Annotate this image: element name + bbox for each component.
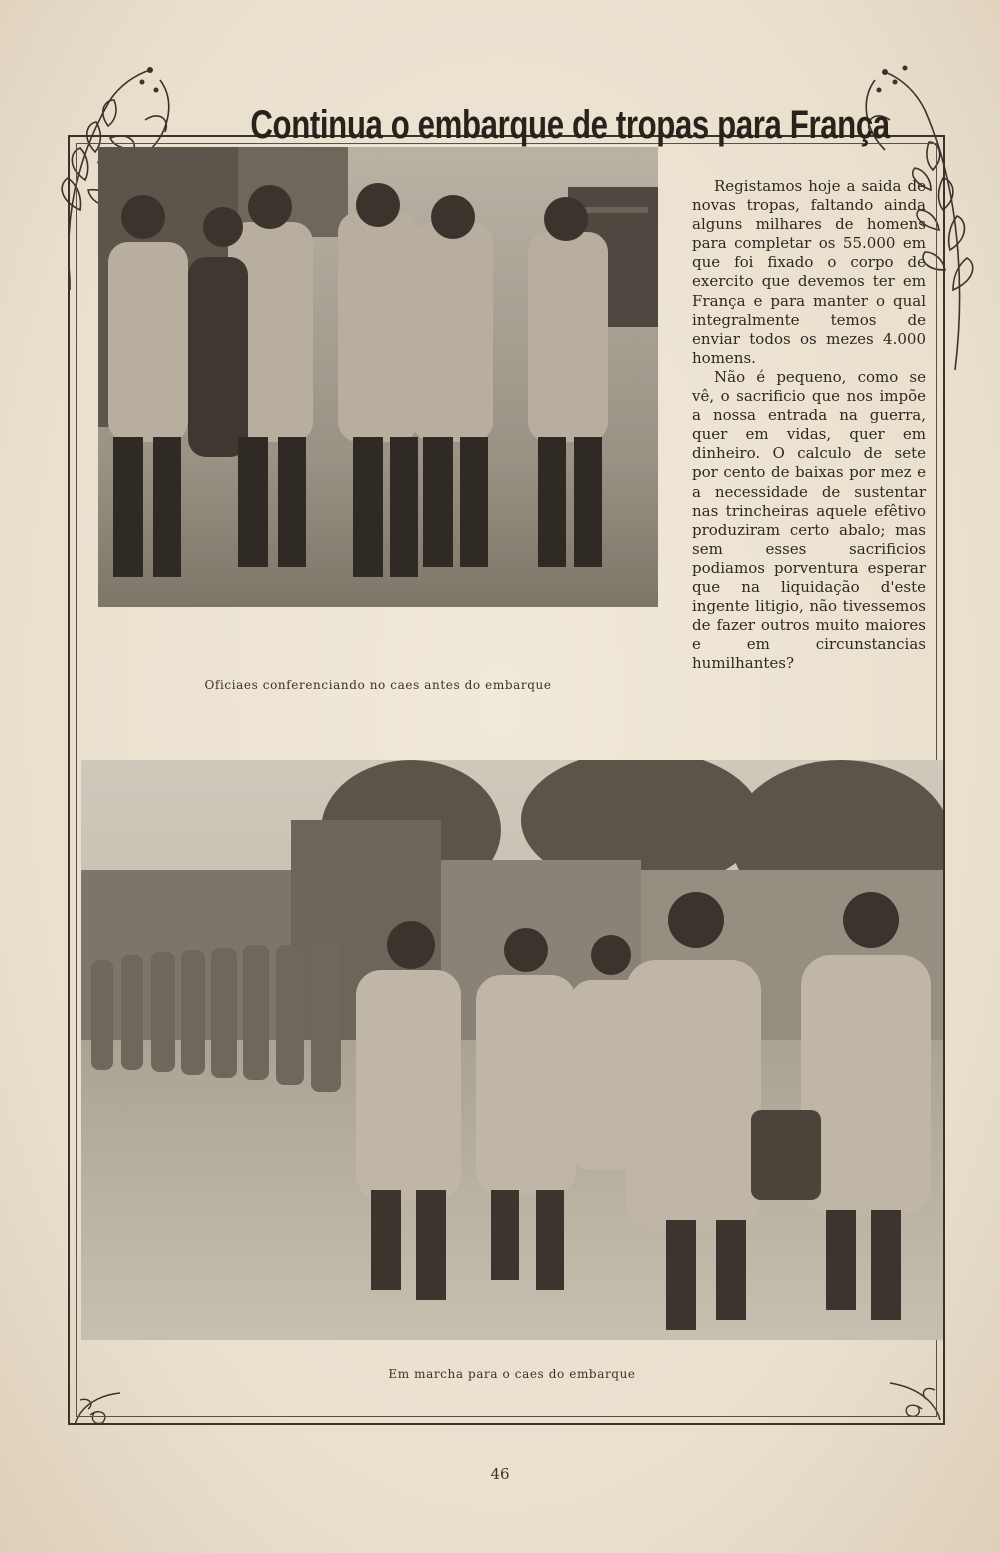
page-title: Continua o embarque de tropas para França [250, 102, 890, 147]
photo-caption-marching: Em marcha para o caes do embarque [388, 1367, 636, 1381]
page-number: 46 [490, 1465, 510, 1483]
officers-photo-illustration [98, 147, 658, 607]
article-paragraph: Registamos hoje a saida de novas tropas, faltando ainda alguns milhares de homens para completar os 55.000 em que foi fixado o corpo de exercito que devemos ter em França e para manter o qual integralmente temos de enviar todos os mezes 4.000 homens. [692, 177, 926, 367]
photo-caption-officers: Oficiaes conferenciando no caes antes do embarque [204, 678, 552, 692]
marching-photo-illustration [81, 760, 943, 1340]
photo-troops-marching [81, 760, 943, 1340]
photo-officers-conferring [98, 147, 658, 607]
article-paragraph: Não é pequeno, como se vê, o sacrificio que nos impõe a nossa entrada na guerra, quer em vidas, quer em dinheiro. O calculo de sete por cento de baixas por mez e a necessidade de sustentar nas trincheiras aquele efêtivo produziram certo abalo; mas sem esses sacrificios podiamos porventura esperar que na liquidação d'este ingente litigio, não tivessemos de fazer outros muito maiores e em circunstancias humilhantes? [692, 367, 926, 673]
article-body [692, 177, 926, 673]
